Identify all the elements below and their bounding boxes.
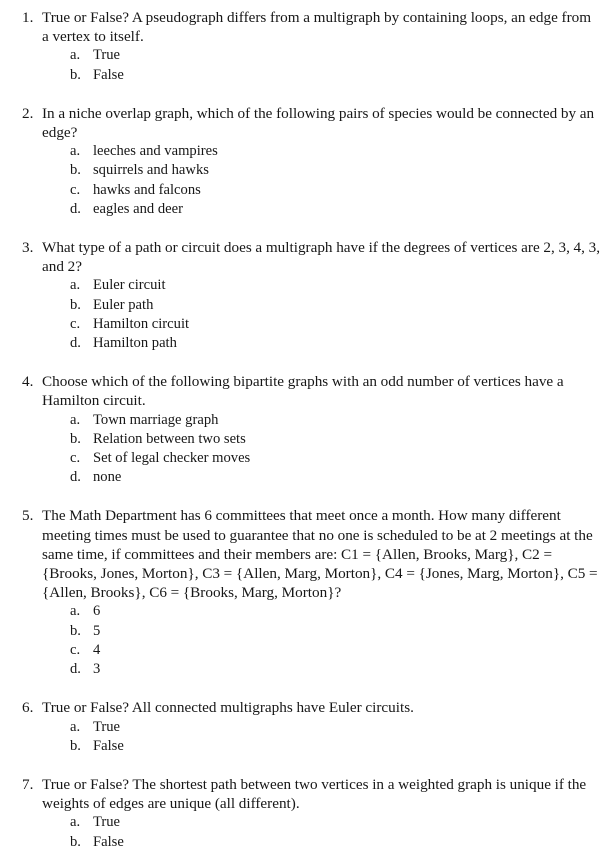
answer-option-letter: d. bbox=[70, 200, 81, 217]
answer-option-letter: a. bbox=[70, 277, 81, 294]
answer-option-text: 3 bbox=[93, 661, 101, 678]
question-number: 6. bbox=[22, 699, 34, 717]
question-number: 1. bbox=[22, 9, 34, 26]
answer-option-letter: b. bbox=[70, 162, 81, 179]
answer-option-letter: c. bbox=[70, 315, 81, 332]
answer-option-text: none bbox=[93, 469, 122, 486]
answer-option-text: False bbox=[93, 66, 124, 83]
answer-option-text: False bbox=[93, 737, 124, 754]
question-stem bbox=[0, 506, 607, 602]
answer-option-text: Hamilton circuit bbox=[93, 315, 190, 332]
question-stem bbox=[0, 238, 607, 276]
quiz-question bbox=[0, 775, 607, 852]
answer-option-text: Euler circuit bbox=[93, 277, 166, 294]
answer-option[interactable] bbox=[0, 813, 607, 832]
answer-option[interactable] bbox=[0, 622, 607, 641]
answer-option-list bbox=[0, 411, 607, 488]
quiz-question bbox=[0, 104, 607, 219]
answer-option-text: 4 bbox=[93, 641, 101, 658]
question-number: 7. bbox=[22, 775, 34, 793]
answer-option-text: hawks and falcons bbox=[93, 181, 201, 198]
answer-option-letter: a. bbox=[70, 814, 81, 831]
answer-option-text: squirrels and hawks bbox=[93, 162, 209, 179]
quiz-question bbox=[0, 372, 607, 487]
answer-option-text: Set of legal checker moves bbox=[93, 450, 251, 467]
answer-option-list bbox=[0, 813, 607, 851]
answer-option-text: Hamilton path bbox=[93, 335, 177, 352]
quiz-question bbox=[0, 238, 607, 353]
answer-option[interactable] bbox=[0, 737, 607, 756]
answer-option[interactable] bbox=[0, 46, 607, 65]
answer-option[interactable] bbox=[0, 296, 607, 315]
answer-option-letter: a. bbox=[70, 411, 81, 428]
answer-option-letter: b. bbox=[70, 737, 81, 754]
answer-option-letter: b. bbox=[70, 430, 81, 447]
answer-option-letter: c. bbox=[70, 641, 81, 658]
answer-option[interactable] bbox=[0, 718, 607, 737]
answer-option[interactable] bbox=[0, 142, 607, 161]
answer-option-text: Euler path bbox=[93, 296, 154, 313]
answer-option[interactable] bbox=[0, 200, 607, 219]
answer-option[interactable] bbox=[0, 276, 607, 295]
question-number: 5. bbox=[22, 507, 34, 525]
question-text: What type of a path or circuit does a multigraph have if the degrees of vertices are 2, 3, 4, 3, and 2? bbox=[42, 239, 601, 276]
answer-option-letter: d. bbox=[70, 661, 81, 678]
answer-option[interactable] bbox=[0, 66, 607, 85]
answer-option-text: Town marriage graph bbox=[93, 411, 219, 428]
answer-option-letter: b. bbox=[70, 833, 81, 850]
answer-option-letter: a. bbox=[70, 603, 81, 620]
answer-option-list bbox=[0, 718, 607, 756]
answer-option[interactable] bbox=[0, 660, 607, 679]
answer-option[interactable] bbox=[0, 411, 607, 430]
answer-option-letter: d. bbox=[70, 335, 81, 352]
answer-option-text: Relation between two sets bbox=[93, 430, 246, 447]
answer-option-text: True bbox=[93, 718, 121, 735]
answer-option-list bbox=[0, 602, 607, 679]
answer-option[interactable] bbox=[0, 641, 607, 660]
question-stem bbox=[0, 775, 607, 813]
answer-option-text: True bbox=[93, 814, 121, 831]
quiz-question bbox=[0, 698, 607, 756]
answer-option[interactable] bbox=[0, 315, 607, 334]
answer-option[interactable] bbox=[0, 602, 607, 621]
answer-option[interactable] bbox=[0, 833, 607, 852]
answer-option[interactable] bbox=[0, 334, 607, 353]
answer-option-letter: d. bbox=[70, 469, 81, 486]
answer-option-text: eagles and deer bbox=[93, 200, 183, 217]
question-number: 4. bbox=[22, 373, 34, 391]
answer-option-letter: c. bbox=[70, 181, 81, 198]
quiz-question bbox=[0, 506, 607, 679]
answer-option-list bbox=[0, 276, 607, 353]
answer-option-letter: a. bbox=[70, 47, 81, 64]
question-stem bbox=[0, 8, 607, 46]
question-number: 2. bbox=[22, 104, 34, 122]
answer-option[interactable] bbox=[0, 449, 607, 468]
question-stem bbox=[0, 372, 607, 410]
question-text: True or False? The shortest path between two vertices in a weighted graph is unique if the weights of edges are unique (all different). bbox=[42, 775, 587, 813]
question-text: Choose which of the following bipartite graphs with an odd number of vertices have a Hamilton circuit. bbox=[42, 373, 564, 410]
question-text: True or False? A pseudograph differs from a multigraph by containing loops, an edge from a vertex to itself. bbox=[42, 9, 592, 46]
answer-option-letter: a. bbox=[70, 143, 81, 160]
question-stem bbox=[0, 698, 607, 717]
answer-option-text: 6 bbox=[93, 603, 101, 620]
answer-option-letter: b. bbox=[70, 296, 81, 313]
question-text: True or False? All connected multigraphs have Euler circuits. bbox=[42, 699, 414, 717]
question-text: In a niche overlap graph, which of the following pairs of species would be connected by an edge? bbox=[42, 104, 595, 142]
answer-option[interactable] bbox=[0, 161, 607, 180]
answer-option-letter: a. bbox=[70, 718, 81, 735]
answer-option-text: False bbox=[93, 833, 124, 850]
answer-option-text: leeches and vampires bbox=[93, 143, 218, 160]
question-text: The Math Department has 6 committees that meet once a month. How many different meeting times must be used to guarantee that no one is scheduled to be at 2 meetings at the same time, if committees and their members are: C1 = {Allen, Brooks, Marg}, C2 = {Brooks, Jones, Morton}, C3 = {Allen, Marg, Morton}, C4 = {Jones, Marg, Morton}, C5 = {Allen, Brooks}, C6 = {Brooks, Marg, Morton}? bbox=[42, 507, 598, 602]
question-number: 3. bbox=[22, 239, 34, 257]
answer-option[interactable] bbox=[0, 468, 607, 487]
answer-option-text: 5 bbox=[93, 622, 101, 639]
quiz-question bbox=[0, 8, 607, 85]
answer-option-letter: b. bbox=[70, 66, 81, 83]
answer-option-letter: c. bbox=[70, 450, 81, 467]
answer-option-letter: b. bbox=[70, 622, 81, 639]
answer-option-list bbox=[0, 46, 607, 84]
answer-option[interactable] bbox=[0, 430, 607, 449]
question-stem bbox=[0, 104, 607, 142]
answer-option[interactable] bbox=[0, 181, 607, 200]
answer-option-list bbox=[0, 142, 607, 219]
answer-option-text: True bbox=[93, 47, 121, 64]
